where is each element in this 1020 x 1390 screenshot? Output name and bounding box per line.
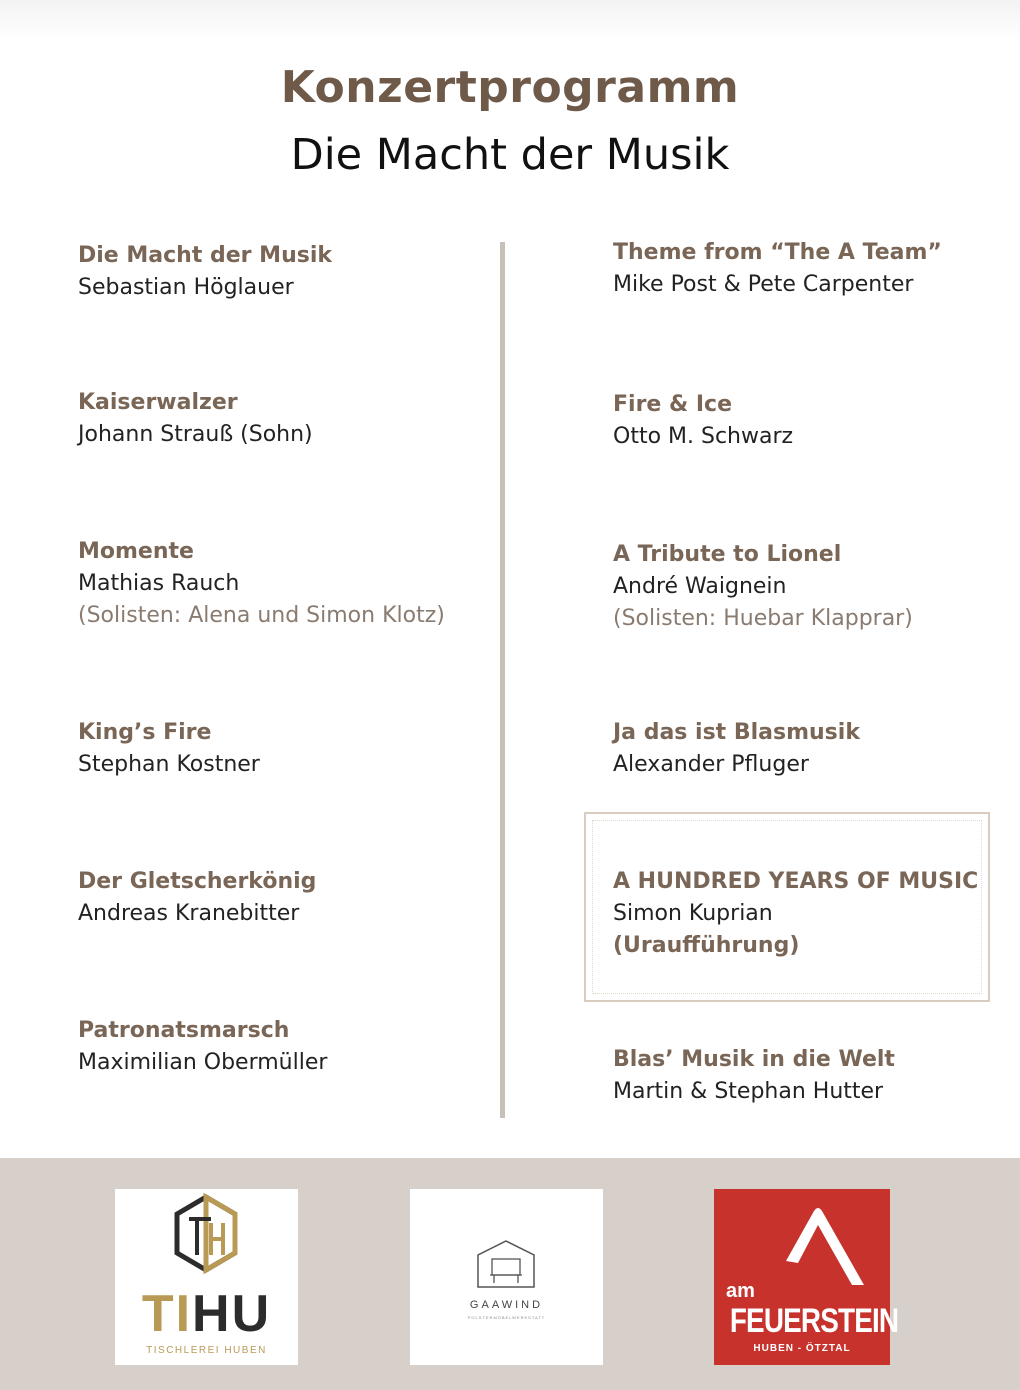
piece-composer: Johann Strauß (Sohn) bbox=[78, 422, 313, 447]
program-item bbox=[78, 717, 498, 781]
gaawind-subtitle: POLSTERMÖBELWERKSTATT bbox=[467, 1315, 546, 1320]
feuerstein-wordmark: FEUERSTEIN bbox=[729, 1302, 899, 1340]
program-item bbox=[78, 1015, 498, 1079]
program-item bbox=[78, 387, 498, 451]
piece-title: King’s Fire bbox=[78, 720, 212, 745]
piece-composer: Andreas Kranebitter bbox=[78, 901, 300, 926]
piece-composer: Simon Kuprian bbox=[613, 901, 773, 926]
feuerstein-am: am bbox=[726, 1280, 755, 1302]
piece-composer: Maximilian Obermüller bbox=[78, 1050, 328, 1075]
program-item-premiere bbox=[613, 866, 1020, 962]
piece-note: (Solisten: Alena und Simon Klotz) bbox=[78, 603, 445, 628]
page-subtitle: Die Macht der Musik bbox=[290, 130, 730, 180]
piece-title: Blas’ Musik in die Welt bbox=[613, 1047, 895, 1072]
mountain-peak-icon bbox=[714, 1189, 890, 1289]
page-title: Konzertprogramm bbox=[280, 62, 740, 113]
feuerstein-logo bbox=[714, 1189, 899, 1365]
piece-title: Fire & Ice bbox=[613, 392, 732, 417]
program-item bbox=[613, 539, 1020, 635]
piece-note: (Uraufführung) bbox=[613, 933, 800, 958]
program-item bbox=[78, 536, 498, 632]
program-item bbox=[613, 1044, 1020, 1108]
piece-composer: Mathias Rauch bbox=[78, 571, 240, 596]
piece-title: Die Macht der Musik bbox=[78, 243, 332, 268]
program-item bbox=[613, 717, 1020, 781]
program-item bbox=[613, 389, 1020, 453]
piece-composer: André Waignein bbox=[613, 574, 787, 599]
piece-composer: Mike Post & Pete Carpenter bbox=[613, 272, 914, 297]
piece-title: Theme from “The A Team” bbox=[613, 240, 942, 265]
piece-title: A HUNDRED YEARS OF MUSIC bbox=[613, 869, 979, 894]
program-item bbox=[78, 866, 498, 930]
tihu-wordmark: TIHU bbox=[141, 1285, 272, 1343]
tihu-logo bbox=[115, 1189, 298, 1365]
piece-title: Ja das ist Blasmusik bbox=[613, 720, 860, 745]
program-item bbox=[78, 240, 498, 304]
armchair-house-icon bbox=[410, 1189, 603, 1299]
feuerstein-subtitle: HUBEN - ÖTZTAL bbox=[753, 1343, 851, 1354]
piece-title: Der Gletscherkönig bbox=[78, 869, 317, 894]
piece-composer: Stephan Kostner bbox=[78, 752, 260, 777]
piece-note: (Solisten: Huebar Klapprar) bbox=[613, 606, 913, 631]
piece-composer: Sebastian Höglauer bbox=[78, 275, 294, 300]
program-item bbox=[613, 237, 1020, 301]
piece-composer: Alexander Pfluger bbox=[613, 752, 809, 777]
piece-composer: Otto M. Schwarz bbox=[613, 424, 794, 449]
column-divider bbox=[500, 242, 505, 1118]
piece-title: Kaiserwalzer bbox=[78, 390, 238, 415]
gaawind-logo bbox=[410, 1189, 603, 1365]
piece-title: Patronatsmarsch bbox=[78, 1018, 290, 1043]
tihu-subtitle: TISCHLEREI HUBEN bbox=[146, 1345, 267, 1356]
th-monogram-icon bbox=[115, 1189, 298, 1289]
piece-title: Momente bbox=[78, 539, 194, 564]
piece-composer: Martin & Stephan Hutter bbox=[613, 1079, 884, 1104]
gaawind-wordmark: GAAWIND bbox=[469, 1299, 544, 1311]
piece-title: A Tribute to Lionel bbox=[613, 542, 842, 567]
top-fade bbox=[0, 0, 1020, 40]
